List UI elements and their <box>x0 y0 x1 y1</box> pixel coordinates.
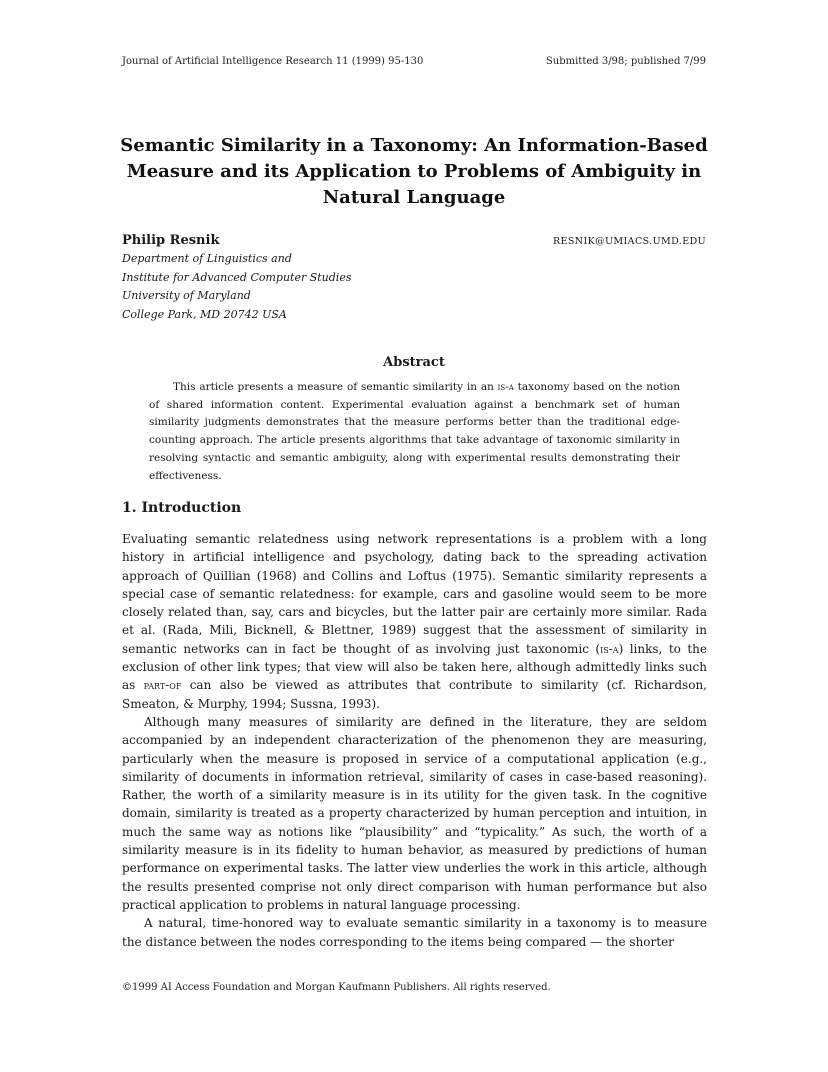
affiliation-line: College Park, MD 20742 USA <box>122 307 287 321</box>
affiliation-line: Department of Linguistics and <box>122 252 292 265</box>
paragraph-text: can also be viewed as attributes that contribute to similarity (cf. Richardson, Smeaton, & Murphy, 1994; Sussna, 1993). <box>122 678 707 711</box>
abstract-text <box>149 379 680 485</box>
author-name: Philip Resnik <box>122 233 220 248</box>
paragraph-text: ) links, to the exclusion of other link types; that view will also be taken here, although admittedly links such as <box>122 641 708 693</box>
section-heading-introduction: 1. Introduction <box>122 500 242 516</box>
author-email: RESNIK@UMIACS.UMD.EDU <box>552 236 706 247</box>
abstract-text-part: taxonomy based on the notion of shared information content. Experimental evaluation against a benchmark set of human similarity judgments demonstrates that the measure performs better than the traditional edge-counting approach. The article presents algorithms that take advantage of taxonomic similarity in resolving syntactic and semantic ambiguity, along with experimental results demonstrating their effectiveness. <box>149 381 680 482</box>
submission-dates: Submitted 3/98; published 7/99 <box>545 56 706 67</box>
journal-citation: Journal of Artificial Intelligence Research 11 (1999) 95-130 <box>122 56 424 67</box>
affiliation-line: Institute for Advanced Computer Studies <box>122 270 352 284</box>
affiliation-line: University of Maryland <box>122 289 251 302</box>
introduction-body <box>122 530 707 951</box>
paragraph-text: Evaluating semantic relatedness using network representations is a problem with a long history in artificial intelligence and psychology, dating back to the spreading activation approach of Quillian (1968) and Collins and Loftus (1975). Semantic similarity represents a special case of semantic relatedness: for example, cars and gasoline would seem to be more closely related than, say, cars and bicycles, but the latter pair are certainly more similar. Rada et al. (Rada, Mili, Bicknell, & Blettner, 1989) suggest that the assessment of similarity in semantic networks can in fact be thought of as involving just taxonomic ( <box>122 532 707 656</box>
isa-term: is-a <box>497 381 514 393</box>
title-line-2: Measure and its Application to Problems of Ambiguity in <box>126 161 702 182</box>
running-head <box>122 56 706 67</box>
abstract-heading: Abstract <box>383 355 445 370</box>
abstract-text-part: This article presents a measure of semantic similarity in an <box>173 381 498 393</box>
paragraph: Although many measures of similarity are defined in the literature, they are seldom accompanied by an independent characterization of the phenomenon they are measuring, particularly when the measure is proposed in service of a computational application (e.g., similarity of documents in information retrieval, similarity of cases in case-based reasoning). Rather, the worth of a similarity measure is in its utility for the given task. In the cognitive domain, similarity is treated as a property characterized by human perception and intuition, in much the same way as notions like “plausibility” and “typicality.” As such, the worth of a similarity measure is in its fidelity to human behavior, as measured by predictions of human performance on experimental tasks. The latter view underlies the work in this article, although the results presented comprise not only direct comparison with human performance but also practical application to problems in natural language processing. <box>122 714 707 912</box>
isa-term: is-a <box>600 641 619 656</box>
paragraph <box>122 530 707 713</box>
author-affiliation <box>122 250 706 324</box>
paragraph: A natural, time-honored way to evaluate semantic similarity in a taxonomy is to measure the distance between the nodes corresponding to the items being compared — the shorter <box>122 916 707 949</box>
title-line-1: Semantic Similarity in a Taxonomy: An Information-Based <box>120 135 708 156</box>
paper-title <box>100 133 728 211</box>
title-line-3: Natural Language <box>322 187 506 208</box>
copyright-footer: ©1999 AI Access Foundation and Morgan Kaufmann Publishers. All rights reserved. <box>122 982 551 993</box>
part-of-term: part-of <box>143 678 182 693</box>
author-block <box>122 233 706 324</box>
